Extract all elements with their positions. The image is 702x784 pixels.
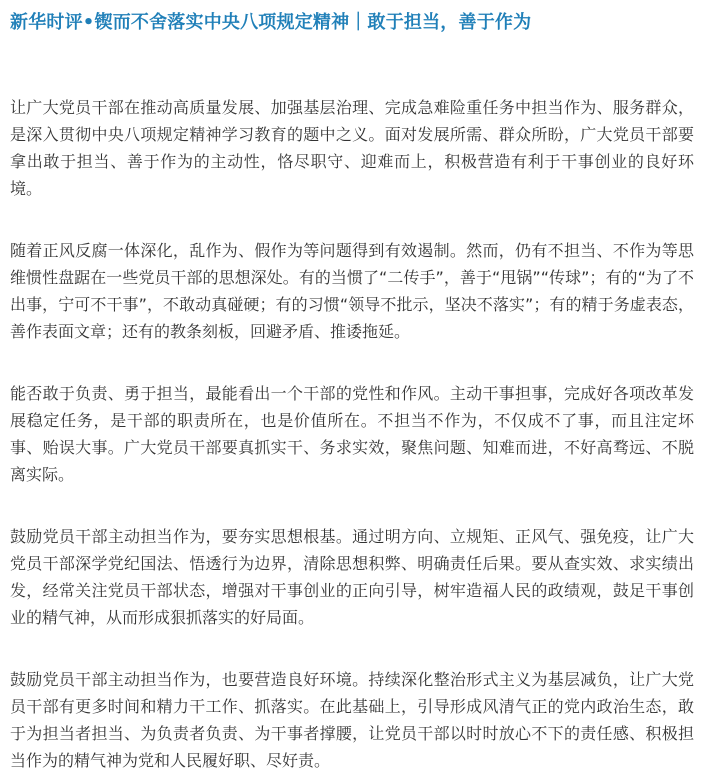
article-body [10,94,694,774]
article-paragraph-4: 鼓励党员干部主动担当作为，要夯实思想根基。通过明方向、立规矩、正风气、强免疫，让广大党员干部深学党纪国法、悟透行为边界，清除思想积弊、明确责任后果。要从查实效、求实绩出发，经常关注党员干部状态，增强对干事创业的正向引导，树牢造福人民的政绩观，鼓足干事创业的精气神，从而形成狠抓落实的好局面。 [10,527,694,627]
article-title: 新华时评•锲而不舍落实中央八项规定精神｜敢于担当，善于作为 [10,12,532,33]
article-paragraph-2: 随着正风反腐一体深化，乱作为、假作为等问题得到有效遏制。然而，仍有不担当、不作为等思维惯性盘踞在一些党员干部的思想深处。有的当惯了“二传手”，善于“甩锅”“传球”；有的“为了不出事，宁可不干事”，不敢动真碰硬；有的习惯“领导不批示，坚决不落实”；有的精于务虚表态，善作表面文章；还有的教条刻板，回避矛盾、推诿拖延。 [10,241,694,341]
article-paragraph-1: 让广大党员干部在推动高质量发展、加强基层治理、完成急难险重任务中担当作为、服务群众，是深入贯彻中央八项规定精神学习教育的题中之义。面对发展所需、群众所盼，广大党员干部要拿出敢于担当、善于作为的主动性，恪尽职守、迎难而上，积极营造有利于干事创业的良好环境。 [10,98,694,198]
article-paragraph-5: 鼓励党员干部主动担当作为，也要营造良好环境。持续深化整治形式主义为基层减负，让广大党员干部有更多时间和精力干工作、抓落实。在此基础上，引导形成风清气正的党内政治生态，敢于为担当者担当、为负责者负责、为干事者撑腰，让党员干部以时时放心不下的责任感、积极担当作为的精气神为党和人民履好职、尽好责。 [10,670,694,770]
article-paragraph-3: 能否敢于负责、勇于担当，最能看出一个干部的党性和作风。主动干事担事，完成好各项改革发展稳定任务，是干部的职责所在，也是价值所在。不担当不作为，不仅成不了事，而且注定坏事、贻误大事。广大党员干部要真抓实干、务求实效，聚焦问题、知难而进，不好高骛远、不脱离实际。 [10,384,694,484]
